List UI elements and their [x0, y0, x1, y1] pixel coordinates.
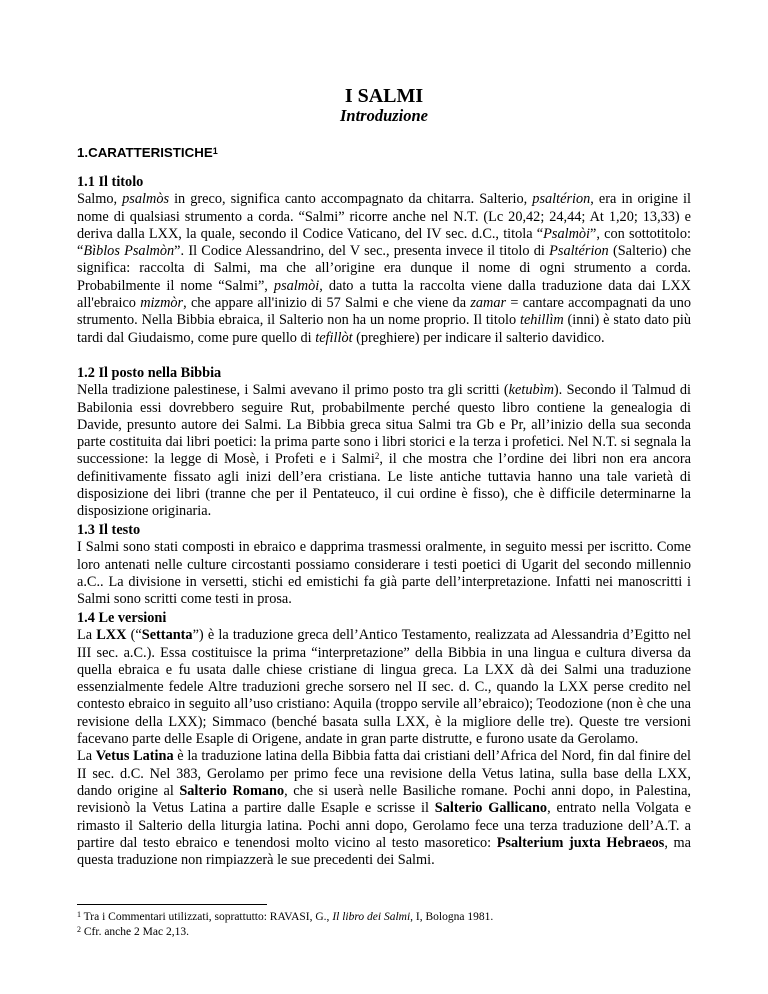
footnote-1: $^1$ Tra i Commentari utilizzati, soprattutto: RAVASI, G., Il libro dei Salmi, I, Bologna 1981.: [77, 910, 494, 923]
section-text: Salmo, psalmòs in greco, significa canto accompagnato da chitarra. Salterio, psaltérion, era in origine il nome di qualsiasi strumento a corda. “Salmi” ricorre anche nel N.T. (Lc 20,42; 24,44; At 1,20; 13,33) e deriva dalla LXX, la quale, secondo il Codice Vaticano, del IV sec. d.C., titola “Psalmòi”, con sottotitolo: “Bìblos Psalmòn”. Il Codice Alessandrino, del V sec., presenta invece il titolo di Psaltérion (Salterio) che significa: raccolta di Salmi, ma che all’origine era dunque il nome di ogni strumento a corda. Probabilmente il nome “Salmi”, psalmòi, dato a tutta la raccolta viene dalla traduzione data dai LXX all'ebraico mizmòr, che appare all'inizio di 57 Salmi e che viene da zamar = cantare accompagnati da uno strumento. Nella Bibbia ebraica, il Salterio non ha un nome proprio. Il titolo tehillìm (inni) è stato dato più tardi dal Giudaismo, come pure quello di tefillòt (preghiere) per indicare il salterio davidico.: [77, 191, 692, 346]
section-versioni: [77, 610, 691, 869]
footnote-divider: [77, 904, 267, 905]
footnote-2: $^2$ Cfr. anche 2 Mac 2,13.: [77, 925, 189, 938]
section-posto: [77, 365, 691, 521]
section-text: I Salmi sono stati composti in ebraico e dapprima trasmessi oralmente, in seguito messi per iscritto. Come loro antenati nelle culture circostanti possiamo considerare i testi poetici di Ugarit del secondo millennio a.C.. La divisione in versetti, stichi ed emistichi fa già parte dell’interpretazione. Infatti nei manoscritti i Salmi sono scritti come testi in prosa.: [77, 539, 691, 608]
page-subtitle: Introduzione: [339, 106, 429, 125]
chapter-label: 1.CARATTERISTICHE: [77, 145, 213, 160]
section-testo: [77, 522, 691, 608]
section-heading: 1.1 Il titolo: [77, 174, 144, 190]
section-heading: 1.4 Le versioni: [77, 610, 167, 626]
section-text: La LXX (“Settanta”) è la traduzione greca dell’Antico Testamento, realizzata ad Alessandria d’Egitto nel III sec. a.C.). Essa costituisce la prima “interpretazione” della Bibbia in una lingua e cultura diversa da quella ebraica e fu usata dalle chiese cristiane di lingua greca. La LXX dà dei Salmi una traduzione essenzialmente fedele Altre traduzioni greche sorsero nel II sec. d. C., quando la LXX perse credito nel contesto ebraico in seguito all’uso cristiano: Aquila (troppo servile all’ebraico); Teodozione (non è che una revisione della LXX); Simmaco (benché basata sulla LXX, è la migliore delle tre). Queste tre versioni facevano parte delle Esaple di Origene, andate in gran parte distrutte, e furono usate da Gerolamo.: [77, 627, 692, 748]
chapter-heading: [77, 144, 218, 163]
section-titolo: [77, 174, 691, 347]
section-heading: 1.3 Il testo: [77, 522, 141, 538]
section-text: Nella tradizione palestinese, i Salmi avevano il primo posto tra gli scritti (ketubìm). Secondo il Talmud di Babilonia essi dovrebbero seguire Rut, probabilmente perché questo libro contiene la genealogia di Davide, presunto autore dei Salmi. La Bibbia greca situa Salmi tra Gb e Pr, all’inizio della sua seconda parte costituita dai libri poetici: la prima parte sono i libri storici e la terza i profetici. Nel N.T. si segnala la successione: la legge di Mosè, i Profeti e i Salmi$^2$, il che mostra che l’ordine dei libri non era ancora definitivamente fissato agli inizi dell’era cristiana. Le liste antiche tuttavia hanno una tale varietà di disposizione dei libri (tranne che per il Pentateuco, il cui ordine è fisso), che è difficile determinarne la disposizione originaria.: [77, 382, 692, 520]
page-title: I SALMI: [344, 85, 424, 107]
section-heading: 1.2 Il posto nella Bibbia: [77, 365, 222, 381]
section-text: La Vetus Latina è la traduzione latina della Bibbia fatta dai cristiani dell’Africa del Nord, fin dal finire del II sec. d.C. Nel 383, Gerolamo per primo fece una revisione della Vetus latina, sulla base della LXX, dando origine al Salterio Romano, che si userà nelle Basiliche romane. Pochi anni dopo, in Palestina, revisionò la Vetus Latina a partire dalle Esaple e scrisse il Salterio Gallicano, entrato nella Volgata e rimasto il Salterio della liturgia latina. Pochi anni dopo, Gerolamo fece una terza traduzione dell’A.T. a partire dal testo ebraico e tenendosi molto vicino al testo masoretico: Psalterium juxta Hebraeos, ma questa traduzione non rimpiazzerà le sue precedenti dei Salmi.: [77, 748, 692, 869]
footnote-ref-1: 1: [212, 146, 218, 156]
footnote-ref-2: 2: [374, 451, 380, 462]
